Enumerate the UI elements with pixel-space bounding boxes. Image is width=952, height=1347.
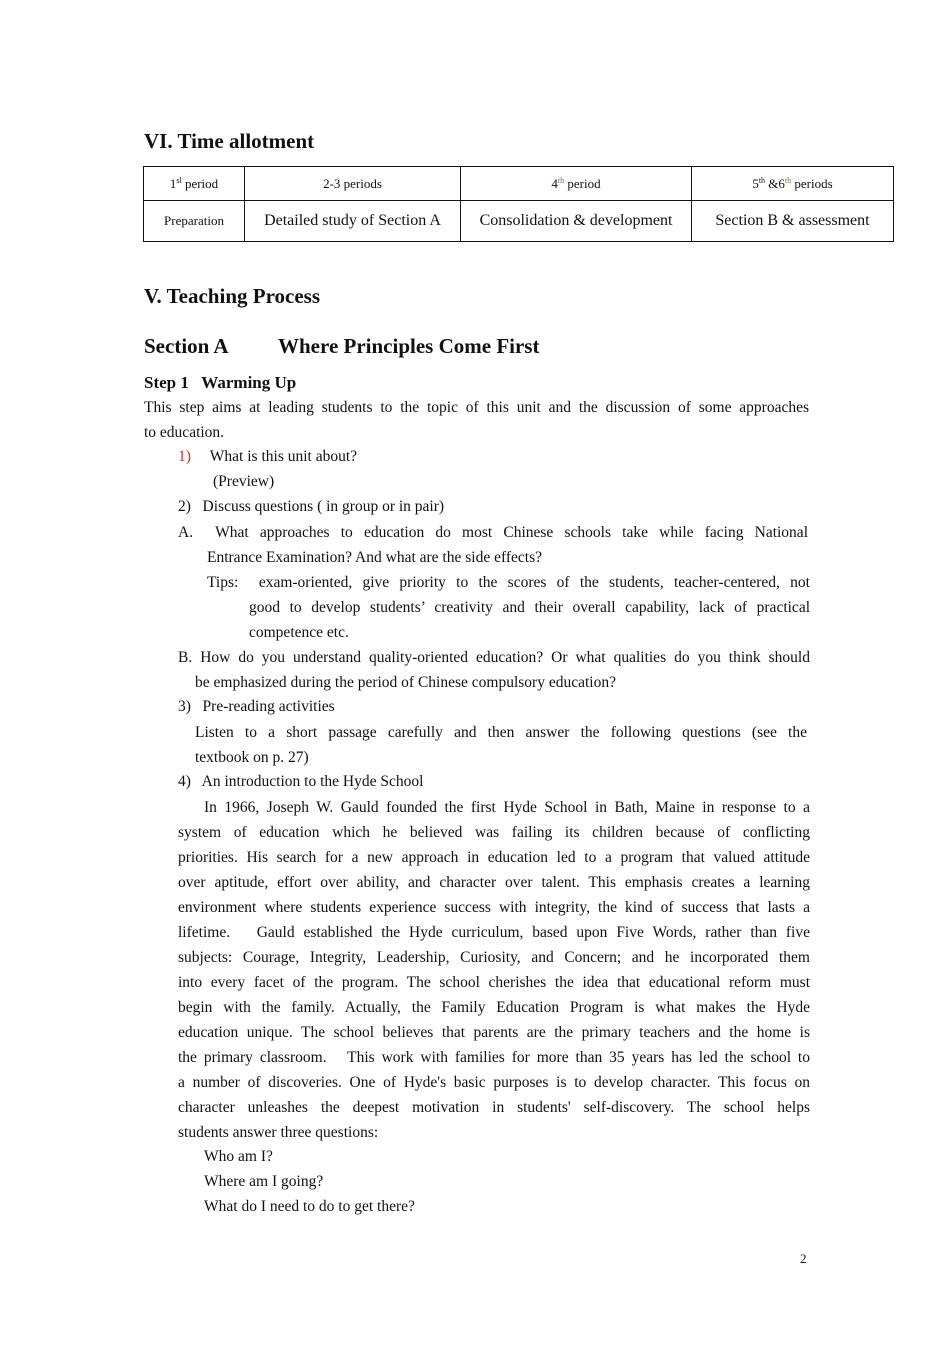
table-cell: 2-3 periods — [245, 167, 461, 201]
question-what-to-do: What do I need to do to get there? — [204, 1198, 415, 1215]
table-cell: Detailed study of Section A — [245, 201, 461, 242]
text-line: A. What approaches to education do most Chinese schools take while facing National — [178, 524, 808, 541]
text-line: good to develop students’ creativity and their overall capability, lack of practical — [249, 599, 810, 616]
text-line: into every facet of the program. The school cherishes the idea that educational reform must — [178, 974, 810, 991]
time-allotment-table — [143, 166, 894, 242]
section-a-label: Section A — [144, 334, 229, 358]
table-row — [144, 201, 894, 242]
text-line: environment where students experience success with integrity, the kind of success that lasts a — [178, 899, 810, 916]
item-1-sub: (Preview) — [213, 473, 275, 490]
text-line: students answer three questions: — [178, 1124, 379, 1141]
text-line: Tips: exam-oriented, give priority to the scores of the students, teacher-centered, not — [207, 574, 810, 591]
table-cell: 5th &6th periods — [692, 167, 894, 201]
table-cell: 4th period — [461, 167, 692, 201]
text-line: B. How do you understand quality-oriented education? Or what qualities do you think should — [178, 649, 810, 666]
text-line: This step aims at leading students to the topic of this unit and the discussion of some approaches — [144, 399, 809, 416]
question-where-going: Where am I going? — [204, 1173, 324, 1190]
table-cell: Consolidation & development — [461, 201, 692, 242]
hyde-paragraph — [178, 795, 810, 1145]
text-line: be emphasized during the period of Chinese compulsory education? — [195, 674, 616, 691]
section-a-title: Where Principles Come First — [278, 334, 540, 358]
table-header-row — [144, 167, 894, 201]
text-line: textbook on p. 27) — [195, 749, 309, 766]
tips-block — [207, 570, 810, 645]
text-line: begin with the family. Actually, the Family Education Program is what makes the Hyde — [178, 999, 810, 1016]
text-line: competence etc. — [249, 624, 349, 641]
table-cell: $1^{sl}$ period — [144, 167, 245, 201]
text-line: a number of discoveries. One of Hyde's basic purposes is to develop character. This focus on — [178, 1074, 810, 1091]
heading-time-allotment: VI. Time allotment — [144, 129, 315, 153]
text-line: priorities. His search for a new approach in education led to a program that valued attitude — [178, 849, 810, 866]
item-1 — [178, 445, 357, 469]
text-line: the primary classroom. This work with families for more than 35 years has led the school to — [178, 1049, 810, 1066]
question-b — [178, 645, 810, 695]
table-cell: Preparation — [144, 201, 245, 242]
text-line: system of education which he believed was failing its children because of conflicting — [178, 824, 810, 841]
item-4: 4) An introduction to the Hyde School — [178, 773, 424, 790]
text-line: In 1966, Joseph W. Gauld founded the first Hyde School in Bath, Maine in response to a — [204, 799, 810, 816]
item-3-body — [195, 720, 807, 770]
step-1-heading: Step 1 Warming Up — [144, 373, 297, 392]
text-line: subjects: Courage, Integrity, Leadership, Curiosity, and Concern; and he incorporated them — [178, 949, 810, 966]
item-2: 2) Discuss questions ( in group or in pair) — [178, 498, 445, 515]
text-line: Listen to a short passage carefully and then answer the following questions (see the — [195, 724, 807, 741]
table-cell: Section B & assessment — [692, 201, 894, 242]
item-1-number: 1) — [178, 448, 191, 465]
item-3: 3) Pre-reading activities — [178, 698, 335, 715]
text-line: to education. — [144, 424, 225, 441]
text-line: lifetime. Gauld established the Hyde curriculum, based upon Five Words, rather than five — [178, 924, 810, 941]
heading-teaching-process: V. Teaching Process — [144, 284, 320, 308]
page-number: 2 — [800, 1251, 807, 1266]
text-line: character unleashes the deepest motivation in students' self-discovery. The school helps — [178, 1099, 810, 1116]
question-who-am-i: Who am I? — [204, 1148, 273, 1165]
text-line: over aptitude, effort over ability, and character over talent. This emphasis creates a learning — [178, 874, 810, 891]
text-line: education unique. The school believes that parents are the primary teachers and the home is — [178, 1024, 810, 1041]
intro-paragraph — [144, 395, 809, 445]
text-line: Entrance Examination? And what are the side effects? — [207, 549, 542, 566]
question-a — [178, 520, 808, 570]
item-1-text: What is this unit about? — [209, 448, 358, 465]
